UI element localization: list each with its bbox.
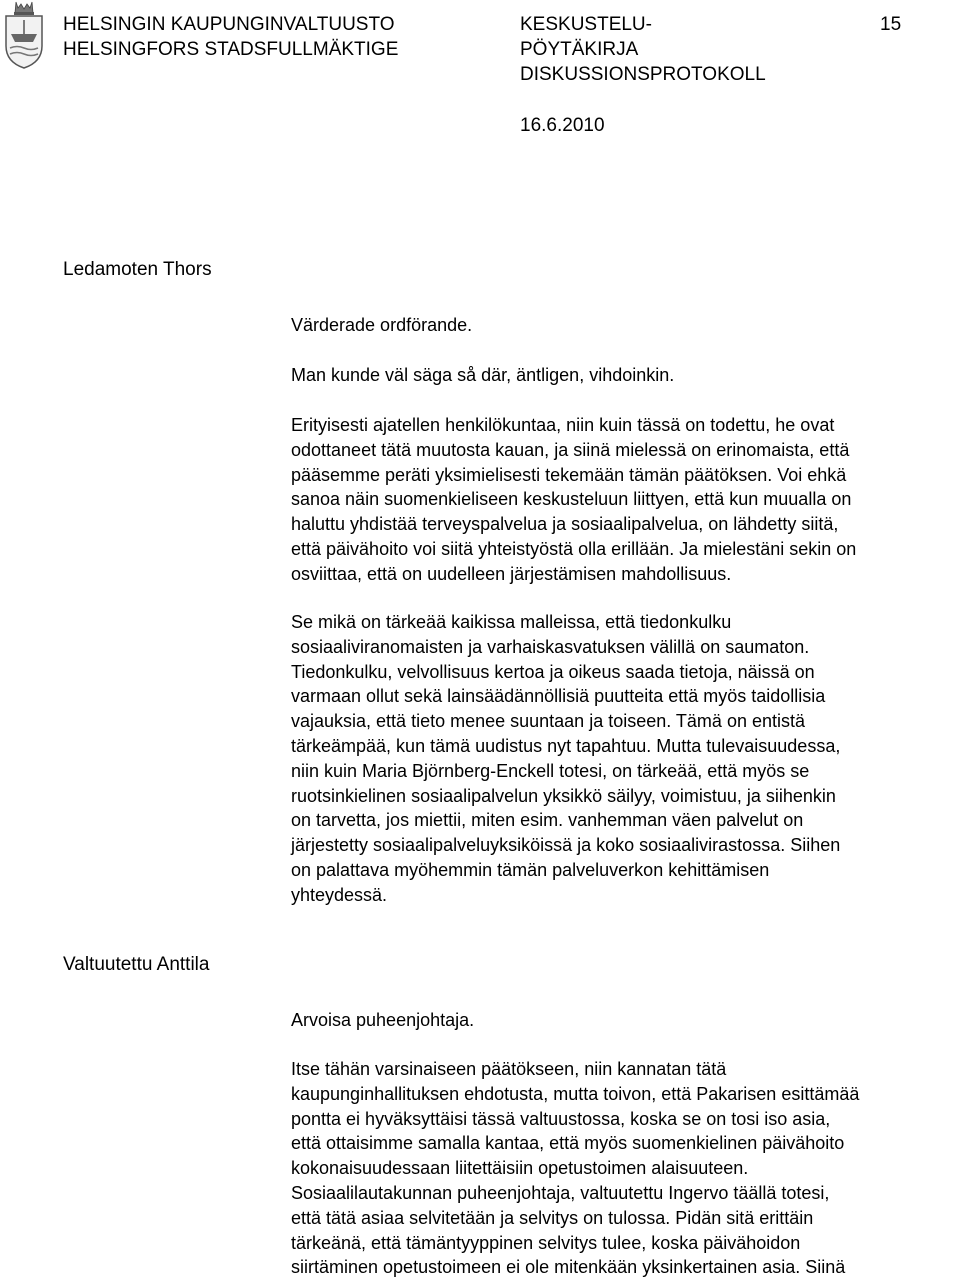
text-line: järjestetty sosiaalipalveluyksiköissä ja koko sosiaalivirastossa. Siihen	[291, 835, 841, 856]
meeting-date: 16.6.2010	[520, 115, 605, 136]
text-line: kokonaisuudessaan liitettäisiin opetustoimen alaisuuteen.	[291, 1158, 749, 1179]
speech-paragraph	[291, 363, 959, 388]
speech-paragraph	[291, 413, 959, 587]
text-line: että tätä asiaa selvitetään ja selvitys on tulossa. Pidän sitä erittäin	[291, 1207, 814, 1228]
text-line: että ottaisimme samalla kantaa, että myös suomenkielinen päivähoito	[291, 1133, 845, 1154]
document-type-line-2: PÖYTÄKIRJA	[520, 39, 639, 60]
text-line: haluttu yhdistää terveyspalvelua ja sosiaalipalvelua, on lähdetty siitä,	[291, 514, 839, 535]
document-type-line-3: DISKUSSIONSPROTOKOLL	[520, 64, 766, 85]
text-line: varmaan ollut sekä lainsäädännöllisiä puutteita että myös taidollisia	[291, 686, 826, 707]
text-line: Arvoisa puheenjohtaja.	[291, 1010, 475, 1030]
text-line: niin kuin Maria Björnberg-Enckell totesi, on tärkeää, että myös se	[291, 760, 810, 781]
organization-name-fi: HELSINGIN KAUPUNGINVALTUUSTO	[63, 14, 395, 35]
text-line: tärkeämpää, kun tämä uudistus nyt tapahtuu. Mutta tulevaisuudessa,	[291, 735, 841, 756]
text-line: sanoa näin suomenkieliseen keskusteluun liittyen, että kun muualla on	[291, 489, 852, 510]
header-document-type	[520, 12, 766, 87]
text-line: siirtäminen opetustoimeen ei ole mitenkään yksinkertainen asia. Siinä	[291, 1257, 846, 1278]
text-line: osviittaa, että on uudelleen järjestämisen mahdollisuus.	[291, 563, 732, 584]
page-number: 15	[880, 14, 902, 35]
speech-paragraph	[291, 610, 959, 908]
speech-paragraph	[291, 313, 959, 338]
speech-paragraph	[291, 1057, 959, 1280]
text-line: Se mikä on tärkeää kaikissa malleissa, että tiedonkulku	[291, 612, 732, 632]
text-line: vajauksia, että tieto menee suuntaan ja toiseen. Tämä on entistä	[291, 711, 805, 732]
text-line: odottaneet tätä muutosta kauan, ja siinä mielessä on erinomaista, että	[291, 439, 850, 460]
text-line: Tiedonkulku, velvollisuus kertoa ja oikeus saada tietoja, näissä on	[291, 661, 815, 682]
text-line: Värderade ordförande.	[291, 315, 473, 335]
speech-paragraph	[291, 1008, 959, 1033]
helsinki-coat-of-arms-logo	[2, 0, 46, 70]
text-line: ruotsinkielinen sosiaalipalvelun yksikkö säilyy, voimistuu, ja siihenkin	[291, 785, 836, 806]
text-line: yhteydessä.	[291, 884, 388, 905]
text-line: tärkeänä, että tämäntyyppinen selvitys tulee, koska päivähoidon	[291, 1232, 801, 1253]
speaker-name: Valtuutettu Anttila	[63, 954, 210, 975]
text-line: Man kunde väl säga så där, äntligen, vihdoinkin.	[291, 365, 675, 385]
text-line: Sosiaalilautakunnan puheenjohtaja, valtuutettu Ingervo täällä totesi,	[291, 1182, 830, 1203]
text-line: pääsemme peräti yksimielisesti tekemään tämän päätöksen. Voi ehkä	[291, 464, 847, 485]
text-line: sosiaaliviranomaisten ja varhaiskasvatuksen välillä on saumaton.	[291, 636, 810, 657]
text-line: Itse tähän varsinaiseen päätökseen, niin kannatan tätä	[291, 1059, 727, 1079]
text-line: että päivähoito voi siitä yhteistyöstä olla erillään. Ja mielestäni sekin on	[291, 538, 857, 559]
organization-name-sv: HELSINGFORS STADSFULLMÄKTIGE	[63, 39, 399, 60]
text-line: on tarvetta, jos miettii, miten esim. vanhemman väen palvelut on	[291, 810, 804, 831]
text-line: on palattava myöhemmin tämän palveluverkon kehittämisen	[291, 859, 770, 880]
text-line: kaupunginhallituksen ehdotusta, mutta toivon, että Pakarisen esittämää	[291, 1083, 860, 1104]
text-line: Erityisesti ajatellen henkilökuntaa, niin kuin tässä on todettu, he ovat	[291, 415, 835, 435]
text-line: pontta ei hyväksyttäisi tässä valtuustossa, koska se on tosi iso asia,	[291, 1108, 831, 1129]
document-type-line-1: KESKUSTELU-	[520, 14, 652, 35]
header-organization	[63, 12, 398, 62]
speaker-name: Ledamoten Thors	[63, 259, 212, 280]
